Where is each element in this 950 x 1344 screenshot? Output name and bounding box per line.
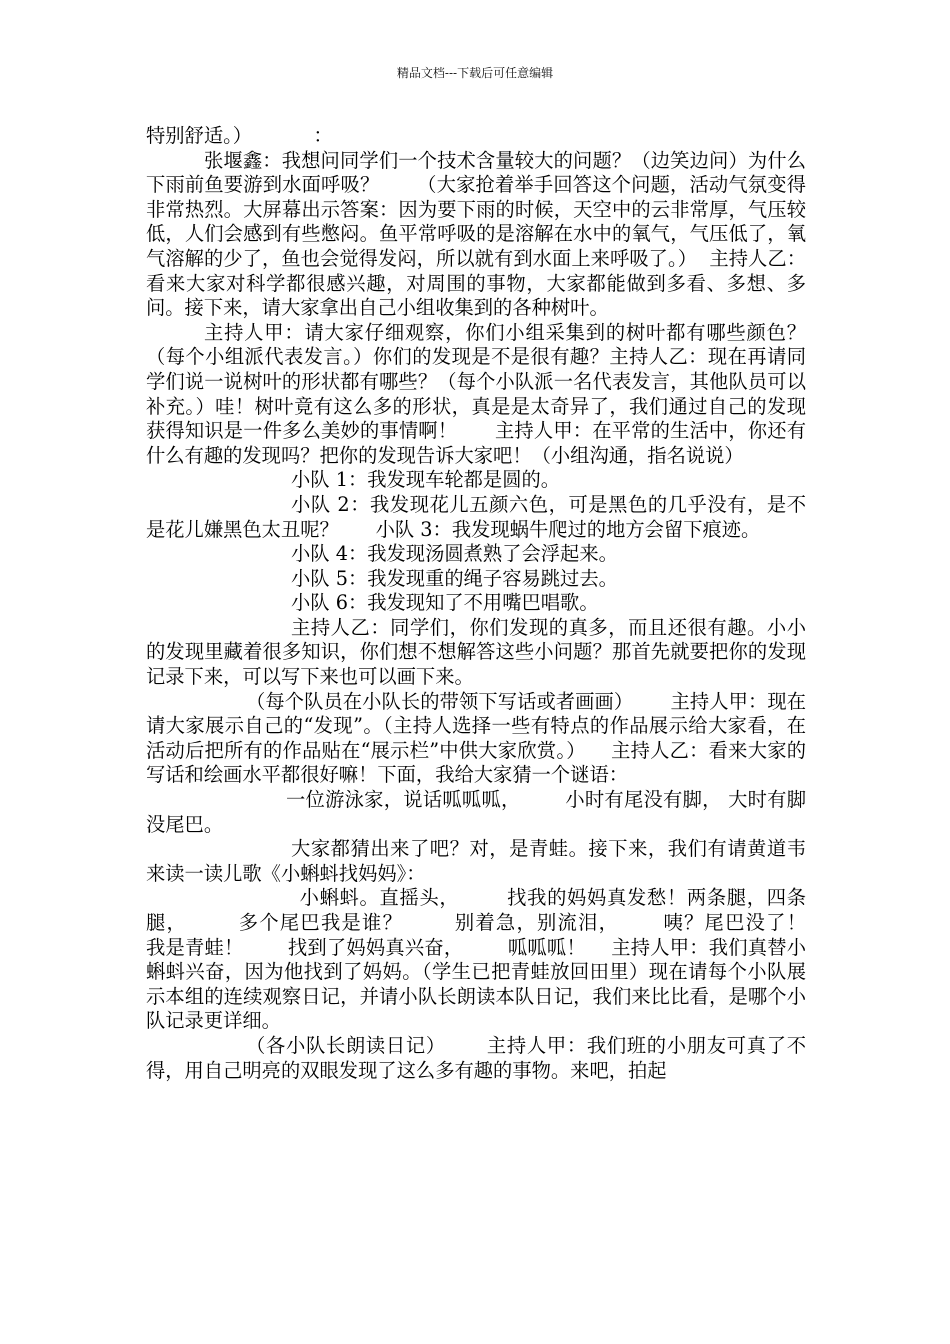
paragraph: 小队 1：我发现车轮都是圆的。 [291,468,561,492]
paragraph: 特别舒适。） ： [146,124,333,147]
paragraph: 小队 4：我发现汤圆煮熟了会浮起来。 [291,542,618,566]
paragraph: 小蝌蚪。直摇头， 找我的妈妈真发愁！两条腿，四条腿， 多个尾巴我是谁？ 别着急，别流泪， 咦？尾巴没了！ 我是青蛙！ 找到了妈妈真兴奋， 呱呱呱！ 主持人甲：我们真替小蝌蚪兴奋，因为他找到了妈妈。（学生已把青蛙放回田里）现在请每个小队展示本组的连续观察日记，并请小队长朗读本队日记，我们来比比看，是哪个小队记录更详细。 [146,886,849,1033]
paragraph: （各小队长朗读日记） 主持人甲：我们班的小朋友可真了不得，用自己明亮的双眼发现了这么多有趣的事物。来吧，拍起 [146,1033,806,1082]
paragraph: 大家都猜出来了吧？对，是青蛙。接下来，我们有请黄道韦来读一读儿歌《小蝌蚪找妈妈》： [146,837,806,885]
paragraph: 一位游泳家，说话呱呱呱， 小时有尾没有脚， 大时有脚没尾巴。 [146,788,806,836]
paragraph: 小队 2：我发现花儿五颜六色，可是黑色的几乎没有，是不是花儿嫌黑色太丑呢？ 小队 3：我发现蜗牛爬过的地方会留下痕迹。 [146,492,806,541]
paragraph: 主持人甲：请大家仔细观察，你们小组采集到的树叶都有哪些颜色？（每个小组派代表发言。）你们的发现是不是很有趣？主持人乙：现在再请同学们说一说树叶的形状都有哪些？（每个小队派一名代表发言，其他队员可以补充。）哇！树叶竟有这么多的形状，真是是太奇异了，我们通过自己的发现获得知识是一件多么美妙的事情啊！ 主持人甲：在平常的生活中，你还有什么有趣的发现吗？把你的发现告诉大家吧！（小组沟通，指名说说） [146,320,806,467]
paragraph: （每个队员在小队长的带领下写话或者画画） 主持人甲：现在请大家展示自己的“发现”。（主持人选择一些有特点的作品展示给大家看，在活动后把所有的作品贴在“展示栏”中供大家欣赏。） 主持人乙：看来大家的写话和绘画水平都很好嘛！下面，我给大家猜一个谜语： [146,689,806,787]
document-body [146,124,849,1083]
paragraph: 主持人乙：同学们，你们发现的真多，而且还很有趣。小小的发现里藏着很多知识，你们想不想解答这些小问题？那首先就要把你的发现记录下来，可以写下来也可以画下来。 [146,615,806,689]
paragraph: 张堰鑫：我想问同学们一个技术含量较大的问题？（边笑边问）为什么下雨前鱼要游到水面呼吸？ （大家抢着举手回答这个问题，活动气氛变得非常热烈。大屏幕出示答案：因为要下雨的时候，天空中的云非常厚，气压较低，人们会感到有些憋闷。鱼平常呼吸的是溶解在水中的氧气，气压低了，氧气溶解的少了，鱼也会觉得发闷，所以就有到水面上来呼吸了。） 主持人乙：看来大家对科学都很感兴趣，对周围的事物，大家都能做到多看、多想、多问。接下来，请大家拿出自己小组收集到的各种树叶。 [146,148,806,320]
page-header: 精品文档---下载后可任意编辑 [396,66,554,80]
paragraph: 小队 6：我发现知了不用嘴巴唱歌。 [291,591,599,615]
paragraph: 小队 5：我发现重的绳子容易跳过去。 [291,566,618,590]
